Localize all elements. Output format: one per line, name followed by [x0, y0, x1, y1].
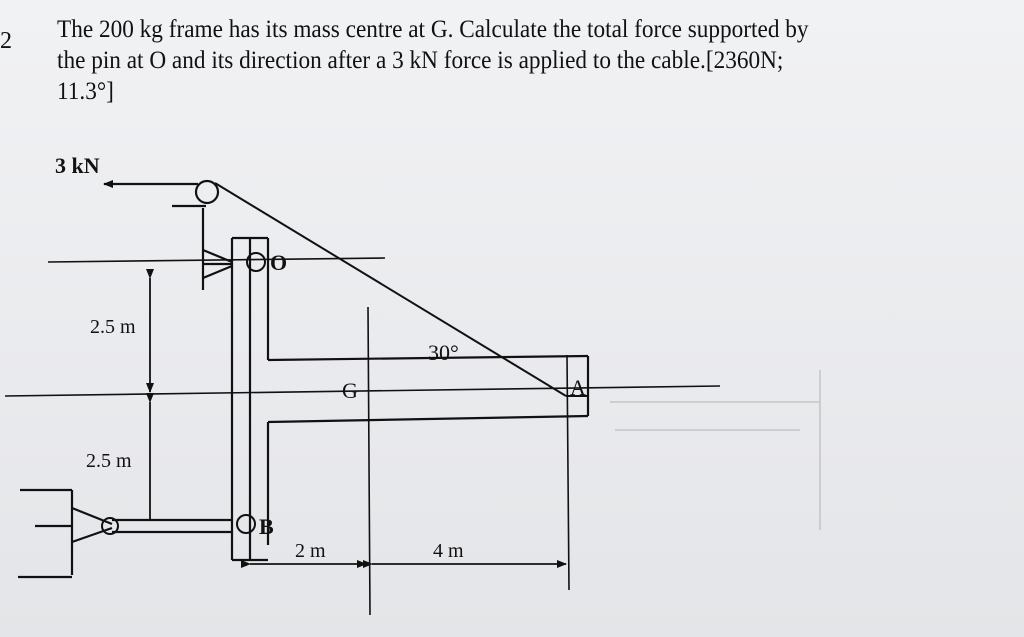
dim-right-horizontal-label: 4 m — [433, 540, 464, 562]
question-line-2: the pin at O and its direction after a 3 kN force is applied to the cable.[2360N; — [57, 47, 784, 74]
question-number: 2 — [0, 28, 12, 54]
dim-lower-label: 2.5 m — [86, 450, 132, 472]
force-label: 3 kN — [55, 153, 100, 178]
pin-o-label: O — [270, 250, 288, 275]
pulley-circle — [196, 181, 218, 203]
reference-line-g — [5, 386, 720, 396]
point-a-label: A — [570, 375, 586, 400]
angle-label: 30° — [428, 340, 459, 365]
reference-line-o — [48, 258, 385, 262]
question-line-3: 11.3°] — [57, 78, 114, 105]
dim-upper-label: 2.5 m — [90, 316, 136, 338]
pin-b-circle — [102, 518, 118, 534]
question-line-1: The 200 kg frame has its mass centre at G. Calculate the total force supported by — [57, 16, 809, 43]
centre-g-label: G — [342, 378, 358, 403]
faded-sketch — [610, 370, 820, 530]
dim-left-horizontal-label: 2 m — [295, 540, 326, 562]
pin-b-label: B — [259, 514, 274, 539]
vertical-line-a — [567, 355, 569, 590]
pin-b-right-circle — [237, 515, 255, 533]
frame-member — [232, 238, 588, 560]
pin-b-support — [18, 490, 232, 577]
vertical-line-g — [368, 307, 370, 615]
pin-o-support — [172, 206, 232, 290]
